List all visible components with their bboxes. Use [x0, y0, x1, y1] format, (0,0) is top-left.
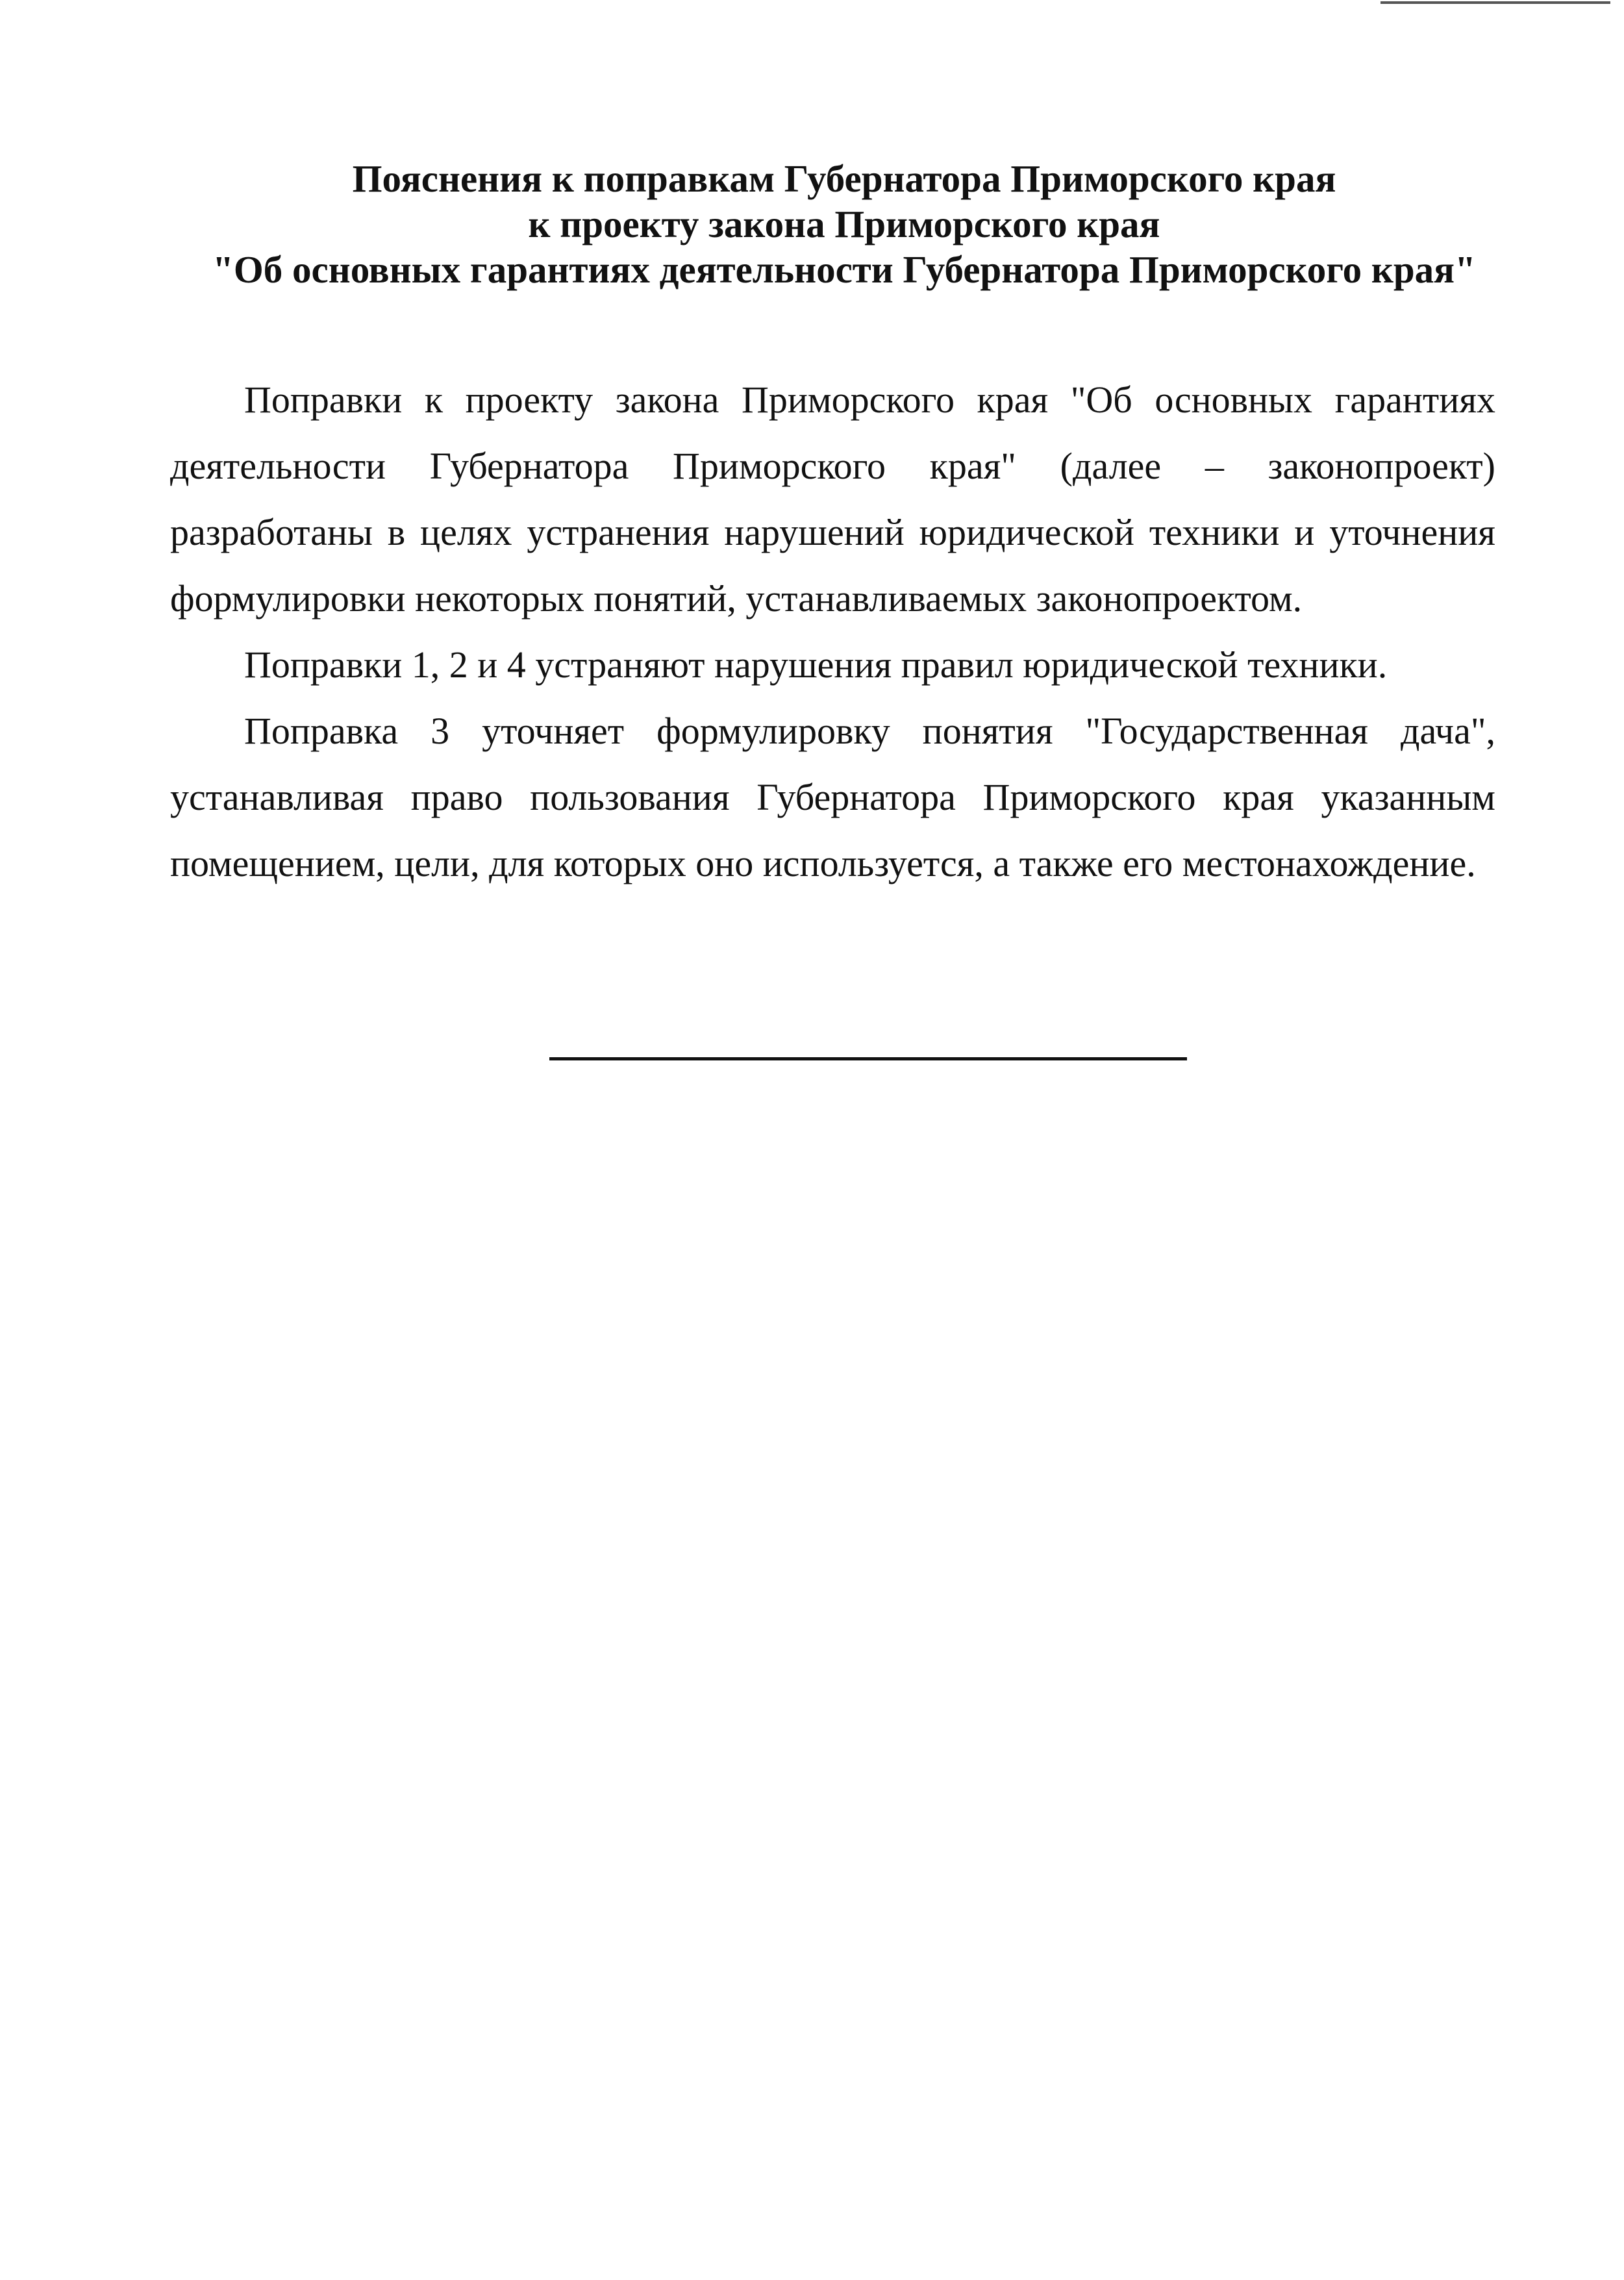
- paragraph-1: Поправки к проекту закона Приморского края "Об основных гарантиях деятельности Губернатора Приморского края" (далее – законопроект) разработаны в целях устранения нарушений юридической техники и уточнения формулировки некоторых понятий, устанавливаемых законопроектом.: [170, 379, 1495, 620]
- paragraph-2: Поправки 1, 2 и 4 устраняют нарушения правил юридической техники.: [244, 644, 1388, 686]
- title-line-1: Пояснения к поправкам Губернатора Приморского края: [352, 157, 1336, 200]
- paragraph-3: Поправка 3 уточняет формулировку понятия "Государственная дача", устанавливая право пользования Губернатора Приморского края указанным помещением, цели, для которых оно используется, а также его местонахождение.: [170, 710, 1495, 884]
- document-body: [170, 367, 1495, 897]
- title-line-3: "Об основных гарантиях деятельности Губернатора Приморского края": [212, 248, 1476, 291]
- document-title: [130, 156, 1558, 292]
- scan-artifact-line: [1380, 1, 1610, 4]
- end-divider: [549, 1057, 1187, 1060]
- title-line-2: к проекту закона Приморского края: [528, 203, 1160, 245]
